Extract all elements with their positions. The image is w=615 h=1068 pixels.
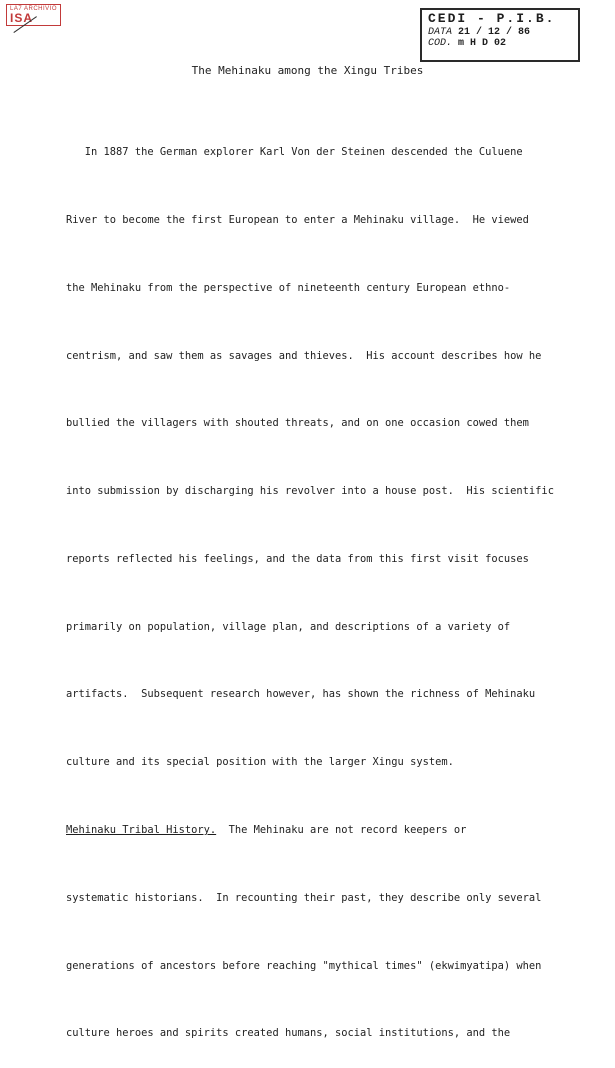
body-line: centrism, and saw them as savages and thieves. His account describes how he [66,349,542,362]
document-body [66,96,586,1068]
body-line: artifacts. Subsequent research however, has shown the richness of Mehinaku [66,688,536,701]
archive-logo-main-text: ISA [10,11,34,25]
stamp-date-row [428,27,572,39]
body-line: primarily on population, village plan, and descriptions of a variety of [66,620,511,633]
section-line: systematic historians. In recounting their past, they describe only several [66,891,542,904]
archive-stamp [420,8,580,62]
stamp-org: CEDI - P.I.B. [428,11,556,26]
stamp-code-label: COD. [428,38,453,50]
section-line: generations of ancestors before reaching "mythical times" (ekwimyatipa) when [66,959,542,972]
archive-logo-top-text: LA7 ARCHIVIO [10,6,58,12]
stamp-code-row [428,38,572,50]
stamp-date-value: 21 / 12 / 86 [458,26,531,38]
body-line: reports reflected his feelings, and the data from this first visit focuses [66,552,529,565]
stamp-date-label: DATA [428,26,453,38]
section-line: culture heroes and spirits created humans, social institutions, and the [66,1027,511,1040]
section-heading: Mehinaku Tribal History. [66,824,217,836]
body-line: the Mehinaku from the perspective of nineteenth century European ethno- [66,281,511,294]
body-line: River to become the first European to enter a Mehinaku village. He viewed [66,213,529,226]
stamp-code-value: m H D 02 [458,38,507,50]
document-title: The Mehinaku among the Xingu Tribes [191,64,424,77]
body-line: bullied the villagers with shouted threats, and on one occasion cowed them [66,417,529,430]
body-line: culture and its special position with the larger Xingu system. [66,756,454,769]
body-line: In 1887 the German explorer Karl Von der Steinen descended the Culuene [66,146,523,159]
body-line: into submission by discharging his revolver into a house post. His scientific [66,485,554,498]
section-line-text: The Mehinaku are not record keepers or [216,824,467,836]
section-line [66,819,586,842]
